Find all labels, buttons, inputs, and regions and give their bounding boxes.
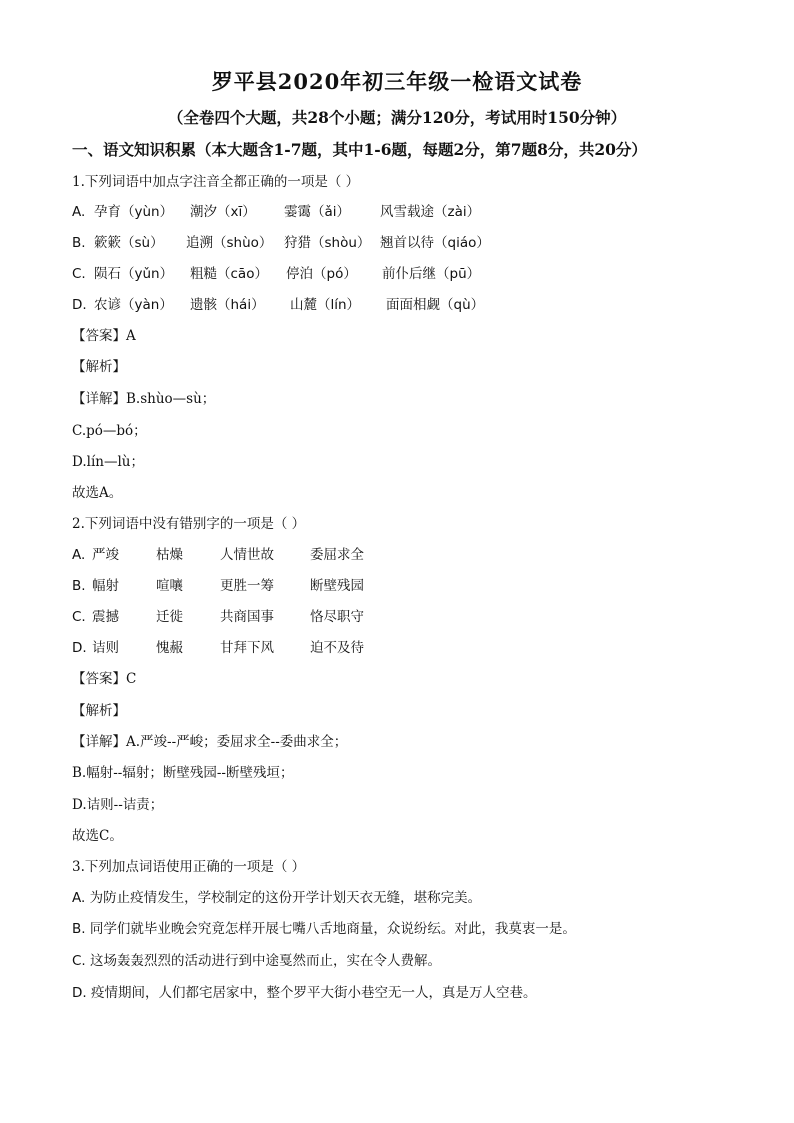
exam-title: 罗平县2020年初三年级一检语文试卷 bbox=[211, 69, 583, 94]
option-item: 翘首以待（qiáo） bbox=[380, 235, 490, 251]
q2-detail-3: D.诘则--诘责； bbox=[72, 797, 164, 813]
option-item: 陨石（yǔn） bbox=[94, 266, 174, 282]
option-item: 簌簌（sù） bbox=[94, 235, 164, 251]
option-item: 风雪载途（zài） bbox=[380, 204, 481, 220]
option-item: 粗糙（cāo） bbox=[190, 266, 268, 282]
q1-stem: 1.下列词语中加点字注音全都正确的一项是（ ） bbox=[72, 174, 360, 190]
option-item: 诘则 bbox=[92, 640, 119, 656]
option-item: 委屈求全 bbox=[310, 547, 364, 563]
option-item: 恪尽职守 bbox=[310, 609, 364, 625]
option-label: C. bbox=[72, 609, 86, 625]
option-item: 潮汐（xī） bbox=[190, 204, 256, 220]
option-item: 迫不及待 bbox=[310, 640, 364, 656]
option-item: 幅射 bbox=[92, 578, 119, 594]
q1-detail-2: C.pó—bó； bbox=[72, 423, 147, 439]
option-item: 断壁残园 bbox=[310, 578, 364, 594]
q3-option-c: C. 这场轰轰烈烈的活动进行到中途戛然而止，实在令人费解。 bbox=[72, 953, 442, 969]
option-item: 前仆后继（pū） bbox=[382, 266, 481, 282]
q1-detail-3: D.lín—lù； bbox=[72, 454, 144, 470]
option-item: 停泊（pó） bbox=[286, 266, 357, 282]
q3-option-b: B. 同学们就毕业晚会究竟怎样开展七嘴八舌地商量，众说纷纭。对此，我莫衷一是。 bbox=[72, 921, 576, 937]
exam-subtitle: （全卷四个大题，共28个小题；满分120分，考试用时150分钟） bbox=[167, 108, 627, 127]
option-item: 霎霭（ǎi） bbox=[284, 204, 351, 220]
option-item: 追溯（shùo） bbox=[186, 235, 273, 251]
option-label: D. bbox=[72, 640, 87, 656]
option-item: 山麓（lín） bbox=[290, 297, 361, 313]
option-label: C. bbox=[72, 266, 86, 282]
option-label: D. bbox=[72, 297, 87, 313]
option-item: 枯燥 bbox=[156, 547, 183, 563]
q2-answer: 【答案】C bbox=[72, 671, 137, 687]
option-item: 震撼 bbox=[92, 609, 119, 625]
option-label: B. bbox=[72, 235, 86, 251]
q2-analysis: 【解析】 bbox=[72, 703, 126, 719]
section-heading: 一、语文知识积累（本大题含1-7题，其中1-6题，每题2分，第7题8分，共20分） bbox=[72, 140, 647, 159]
q2-detail-1: 【详解】A.严竣--严峻；委屈求全--委曲求全； bbox=[72, 734, 348, 750]
option-item: 喧嚷 bbox=[156, 578, 183, 594]
option-item: 遗骸（hái） bbox=[190, 297, 265, 313]
q3-stem: 3.下列加点词语使用正确的一项是（ ） bbox=[72, 859, 306, 875]
q1-analysis: 【解析】 bbox=[72, 359, 126, 375]
q2-stem: 2.下列词语中没有错别字的一项是（ ） bbox=[72, 516, 306, 532]
option-item: 更胜一筹 bbox=[220, 578, 274, 594]
q2-conclusion: 故选C。 bbox=[72, 828, 123, 844]
q1-conclusion: 故选A。 bbox=[72, 485, 123, 501]
option-item: 孕育（yùn） bbox=[94, 204, 174, 220]
option-label: B. bbox=[72, 578, 86, 594]
option-item: 严竣 bbox=[92, 547, 119, 563]
option-item: 迁徙 bbox=[156, 609, 183, 625]
option-item: 甘拜下风 bbox=[220, 640, 274, 656]
q1-answer: 【答案】A bbox=[72, 328, 136, 344]
q3-option-d: D. 疫情期间，人们都宅居家中，整个罗平大街小巷空无一人，真是万人空巷。 bbox=[72, 985, 537, 1001]
q1-detail-1: 【详解】B.shùo—sù； bbox=[72, 391, 216, 407]
option-item: 狩猎（shòu） bbox=[284, 235, 371, 251]
q3-option-a: A. 为防止疫情发生，学校制定的这份开学计划天衣无缝，堪称完美。 bbox=[72, 890, 482, 906]
option-label: A. bbox=[72, 204, 86, 220]
option-item: 愧赧 bbox=[156, 640, 183, 656]
option-item: 人情世故 bbox=[220, 547, 274, 563]
option-item: 面面相觑（qù） bbox=[386, 297, 485, 313]
option-item: 农谚（yàn） bbox=[94, 297, 173, 313]
q2-detail-2: B.幅射--辐射；断壁残园--断壁残垣； bbox=[72, 765, 294, 781]
option-label: A. bbox=[72, 547, 86, 563]
option-item: 共商国事 bbox=[220, 609, 274, 625]
